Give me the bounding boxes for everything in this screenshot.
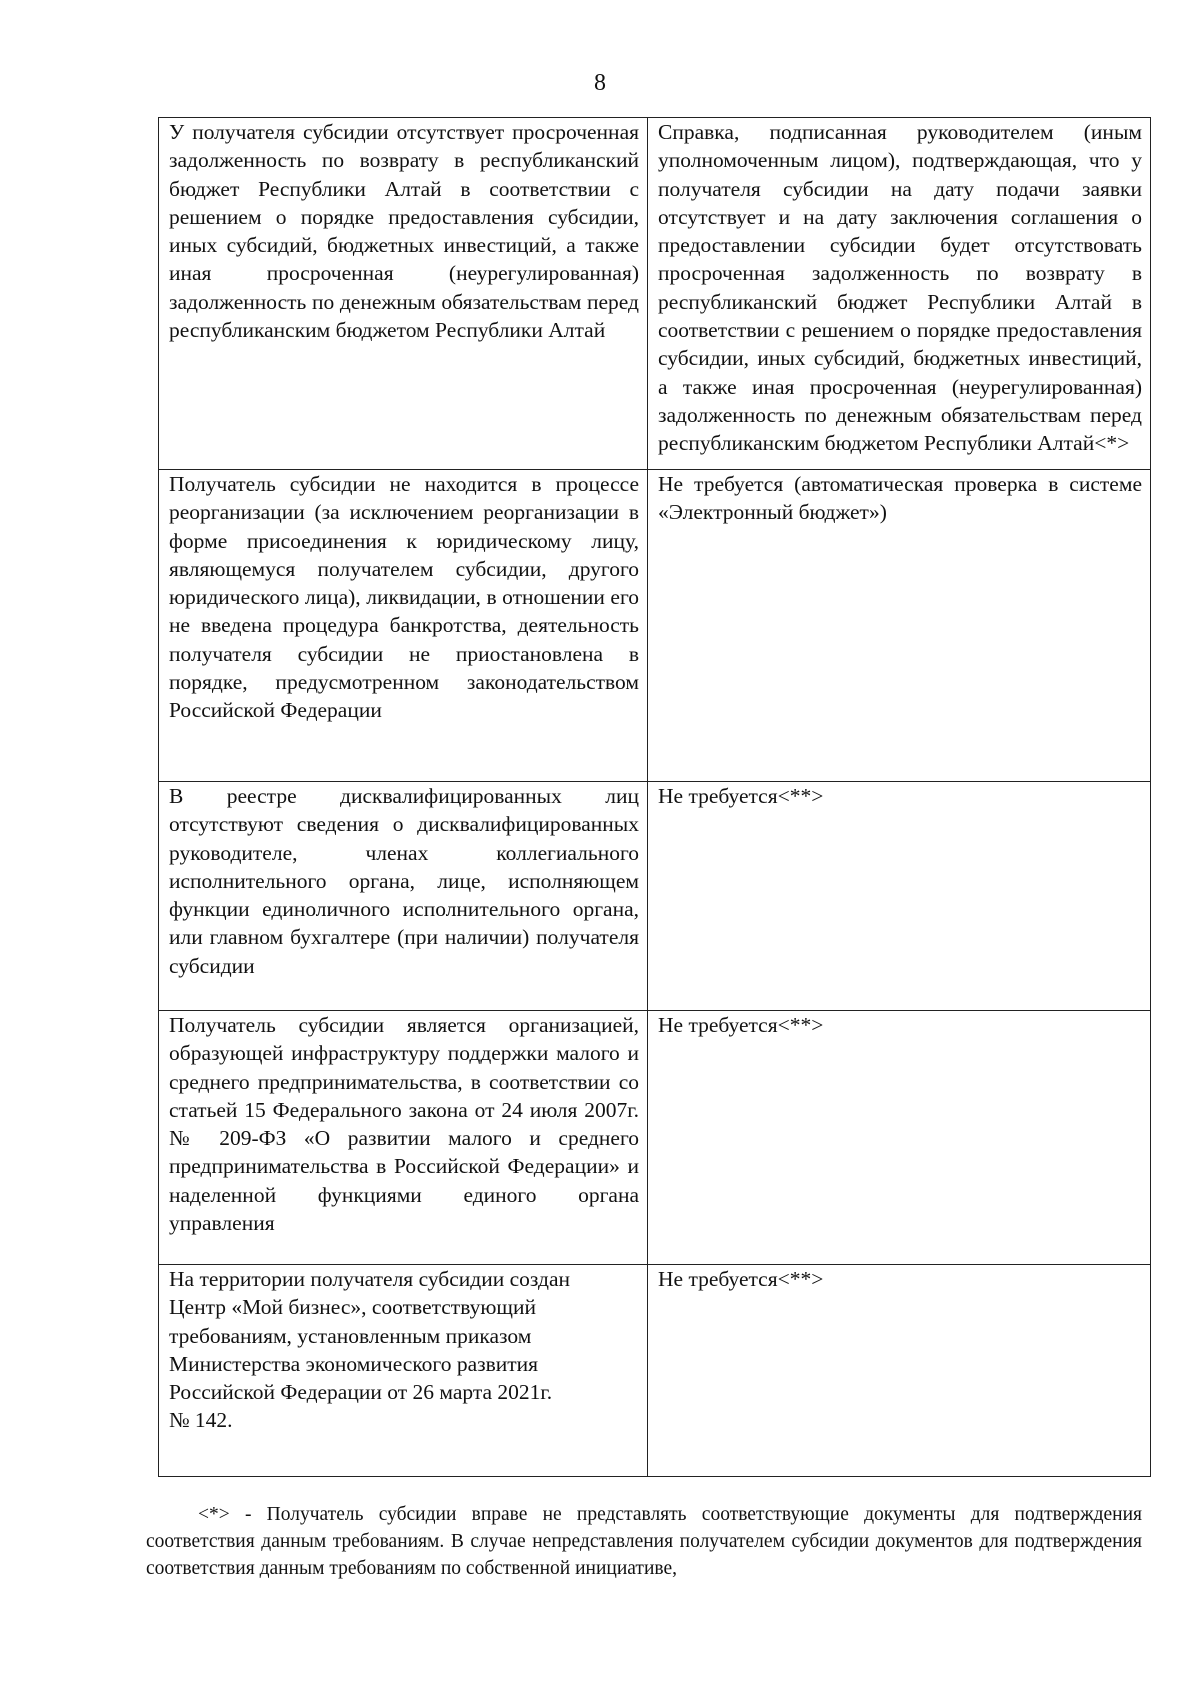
document-text: Не требуется (автоматическая проверка в системе «Электронный бюджет») <box>658 472 1142 525</box>
requirement-text: На территории получателя субсидии создан Центр «Мой бизнес», соответствующий требованиям, установленным приказом Министерства экономического развития Российской Федерации от 26 марта 2021г. № 142. <box>169 1267 570 1433</box>
page-number: 8 <box>594 70 606 96</box>
document-cell <box>648 470 1151 782</box>
table-row <box>159 470 1151 782</box>
document-cell <box>648 1265 1151 1477</box>
document-text: Не требуется<**> <box>658 1013 824 1037</box>
requirement-cell <box>159 782 648 1011</box>
requirement-cell <box>159 1265 648 1477</box>
document-text: Не требуется<**> <box>658 1267 824 1291</box>
requirement-text: Получатель субсидии является организацией, образующей инфраструктуру поддержки малого и среднего предпринимательства, в соответствии со статьей 15 Федерального закона от 24 июля 2007г. № 209-ФЗ «О развитии малого и среднего предпринимательства в Российской Федерации» и наделенной функциями единого органа управления <box>169 1013 639 1236</box>
requirement-text: В реестре дисквалифицированных лиц отсутствуют сведения о дисквалифицированных руководителе, членах коллегиального исполнительного органа, лице, исполняющем функции единоличного исполнительного органа, или главном бухгалтере (при наличии) получателя субсидии <box>169 784 639 978</box>
requirement-text: Получатель субсидии не находится в процессе реорганизации (за исключением реорганизации в форме присоединения к юридическому лицу, являющемуся получателем субсидии, другого юридического лица), ликвидации, в отношении его не введена процедура банкротства, деятельность получателя субсидии не приостановлена в порядке, предусмотренном законодательством Российской Федерации <box>169 472 639 723</box>
document-cell <box>648 1011 1151 1265</box>
document-cell <box>648 782 1151 1011</box>
document-text: Не требуется<**> <box>658 784 824 808</box>
table-row <box>159 1011 1151 1265</box>
requirement-cell <box>159 470 648 782</box>
requirement-cell <box>159 1011 648 1265</box>
requirement-text: У получателя субсидии отсутствует просроченная задолженность по возврату в республиканский бюджет Республики Алтай в соответствии с решением о порядке предоставления субсидии, иных субсидий, бюджетных инвестиций, а также иная просроченная (неурегулированная) задолженность по денежным обязательствам перед республиканским бюджетом Республики Алтай <box>169 120 639 343</box>
requirement-cell <box>159 118 648 470</box>
document-text: Справка, подписанная руководителем (иным уполномоченным лицом), подтверждающая, что у получателя субсидии на дату подачи заявки отсутствует и на дату заключения соглашения о предоставлении субсидии будет отсутствовать просроченная задолженность по возврату в республиканский бюджет Республики Алтай в соответствии с решением о порядке предоставления субсидии, иных субсидий, бюджетных инвестиций, а также иная просроченная (неурегулированная) задолженность по денежным обязательствам перед республиканским бюджетом Республики Алтай<*> <box>658 120 1142 456</box>
table-row <box>159 1265 1151 1477</box>
document-cell <box>648 118 1151 470</box>
table-row <box>159 782 1151 1011</box>
requirements-table <box>158 117 1151 1477</box>
table-row <box>159 118 1151 470</box>
footnote: <*> - Получатель субсидии вправе не представлять соответствующие документы для подтверждения соответствия данным требованиям. В случае непредставления получателем субсидии документов для подтверждения соответствия данным требованиям по собственной инициативе, <box>146 1504 1142 1579</box>
